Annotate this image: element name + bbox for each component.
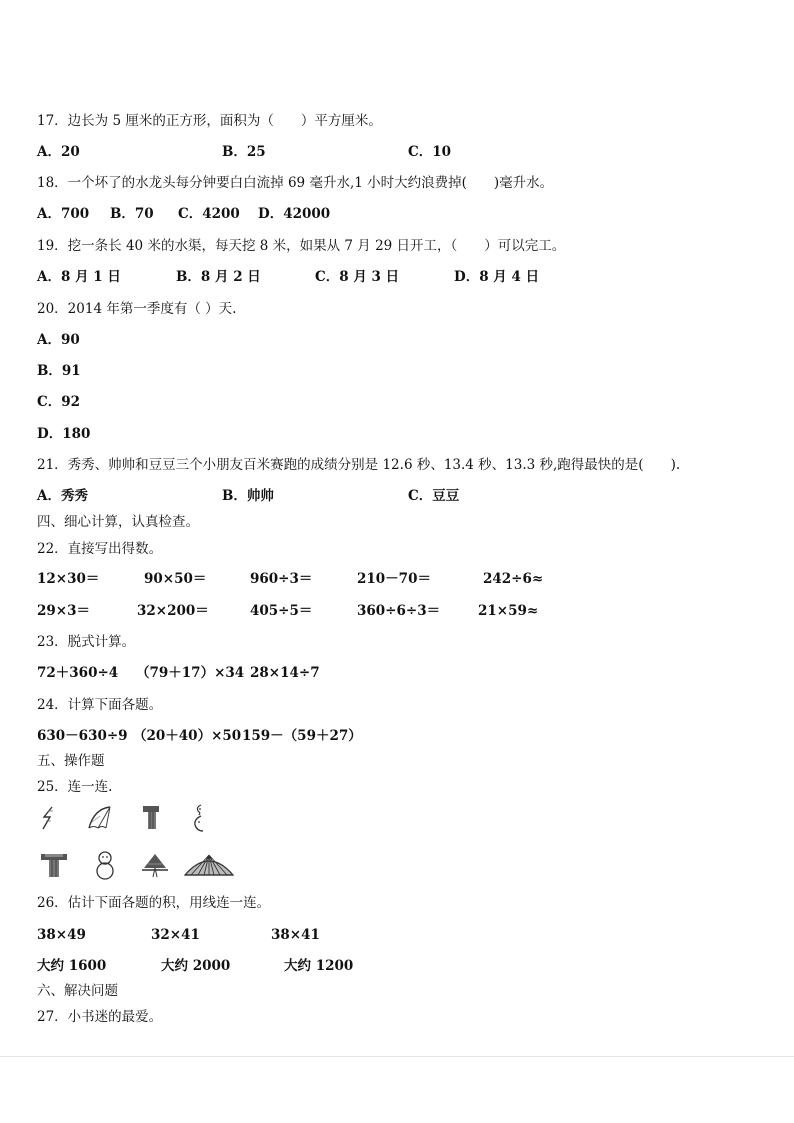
- mushroom-half-icon: [140, 803, 162, 831]
- q17-option-b: B．25: [222, 144, 266, 160]
- snowman-icon: [93, 850, 117, 880]
- q22-row1-item: 242÷6≈: [483, 571, 544, 587]
- q18-option-a: A．700: [37, 206, 90, 222]
- q26-product: 38×41: [271, 927, 320, 943]
- q24-item: 159－（59＋27）: [242, 728, 362, 744]
- q26-stem: 26．估计下面各题的积，用线连一连。: [37, 895, 271, 911]
- q22-row2-item: 360÷6÷3＝: [357, 603, 441, 619]
- q20-option-a: A．90: [37, 332, 80, 348]
- q22-row1-item: 90×50＝: [144, 571, 207, 587]
- snowman-half-icon: [192, 803, 210, 833]
- section-5-heading: 五、操作题: [37, 753, 105, 769]
- q26-estimate: 大约 1600: [37, 958, 107, 974]
- q24-item: （20＋40）×50: [133, 728, 242, 744]
- lightning-half-icon: [38, 805, 60, 831]
- q19-stem: 19．挖一条长 40 米的水渠，每天挖 8 米，如果从 7 月 29 日开工，（ ）可以完工。: [37, 238, 566, 254]
- q18-option-c: C．4200: [178, 206, 240, 222]
- q17-stem: 17．边长为 5 厘米的正方形，面积为（ ）平方厘米。: [37, 113, 382, 129]
- page-bottom-divider: [0, 1056, 794, 1057]
- lightning-shape-icon: [140, 852, 170, 878]
- q23-stem: 23．脱式计算。: [37, 634, 136, 650]
- q21-option-c: C．豆豆: [408, 488, 460, 504]
- q22-row2-item: 21×59≈: [478, 603, 539, 619]
- q22-row2-item: 405÷5＝: [250, 603, 313, 619]
- q22-row2-item: 29×3＝: [37, 603, 90, 619]
- q21-option-b: B．帅帅: [222, 488, 274, 504]
- q23-item: 72＋360÷4: [37, 665, 119, 681]
- q24-item: 630－630÷9: [37, 728, 128, 744]
- q22-row2-item: 32×200＝: [137, 603, 209, 619]
- q19-option-d: D．8 月 4 日: [454, 269, 540, 285]
- q19-option-a: A．8 月 1 日: [37, 269, 121, 285]
- q21-stem: 21．秀秀、帅帅和豆豆三个小朋友百米赛跑的成绩分别是 12.6 秒、13.4 秒、13.3 秒,跑得最快的是( ).: [37, 457, 681, 473]
- q20-stem: 20．2014 年第一季度有（ ）天.: [37, 301, 237, 317]
- q27-stem: 27．小书迷的最爱。: [37, 1009, 163, 1025]
- q20-option-b: B．91: [37, 363, 81, 379]
- q19-option-c: C．8 月 3 日: [315, 269, 400, 285]
- umbrella-icon: [183, 851, 235, 879]
- q24-stem: 24．计算下面各题。: [37, 697, 163, 713]
- q20-option-d: D．180: [37, 426, 91, 442]
- q19-option-b: B．8 月 2 日: [176, 269, 261, 285]
- q22-stem: 22．直接写出得数。: [37, 541, 163, 557]
- q22-row1-item: 210－70＝: [357, 571, 431, 587]
- q18-stem: 18．一个坏了的水龙头每分钟要白白流掉 69 毫升水,1 小时大约浪费掉( )毫升水。: [37, 175, 554, 191]
- q23-item: 28×14÷7: [250, 665, 320, 681]
- q17-option-c: C．10: [408, 144, 452, 160]
- q26-estimate: 大约 2000: [161, 958, 231, 974]
- umbrella-half-icon: [86, 804, 112, 832]
- q26-product: 32×41: [151, 927, 200, 943]
- q22-row1-item: 960÷3＝: [250, 571, 313, 587]
- q17-option-a: A．20: [37, 144, 80, 160]
- q23-item: （79＋17）×34: [136, 665, 245, 681]
- section-6-heading: 六、解决问题: [37, 983, 118, 999]
- q25-stem: 25．连一连.: [37, 779, 113, 795]
- section-4-heading: 四、细心计算，认真检查。: [37, 514, 199, 530]
- mushroom-icon: [40, 852, 68, 878]
- q18-option-b: B．70: [110, 206, 154, 222]
- q20-option-c: C．92: [37, 394, 81, 410]
- q21-option-a: A．秀秀: [37, 488, 88, 504]
- q26-estimate: 大约 1200: [284, 958, 354, 974]
- q26-product: 38×49: [37, 927, 86, 943]
- q22-row1-item: 12×30＝: [37, 571, 100, 587]
- q18-option-d: D．42000: [258, 206, 331, 222]
